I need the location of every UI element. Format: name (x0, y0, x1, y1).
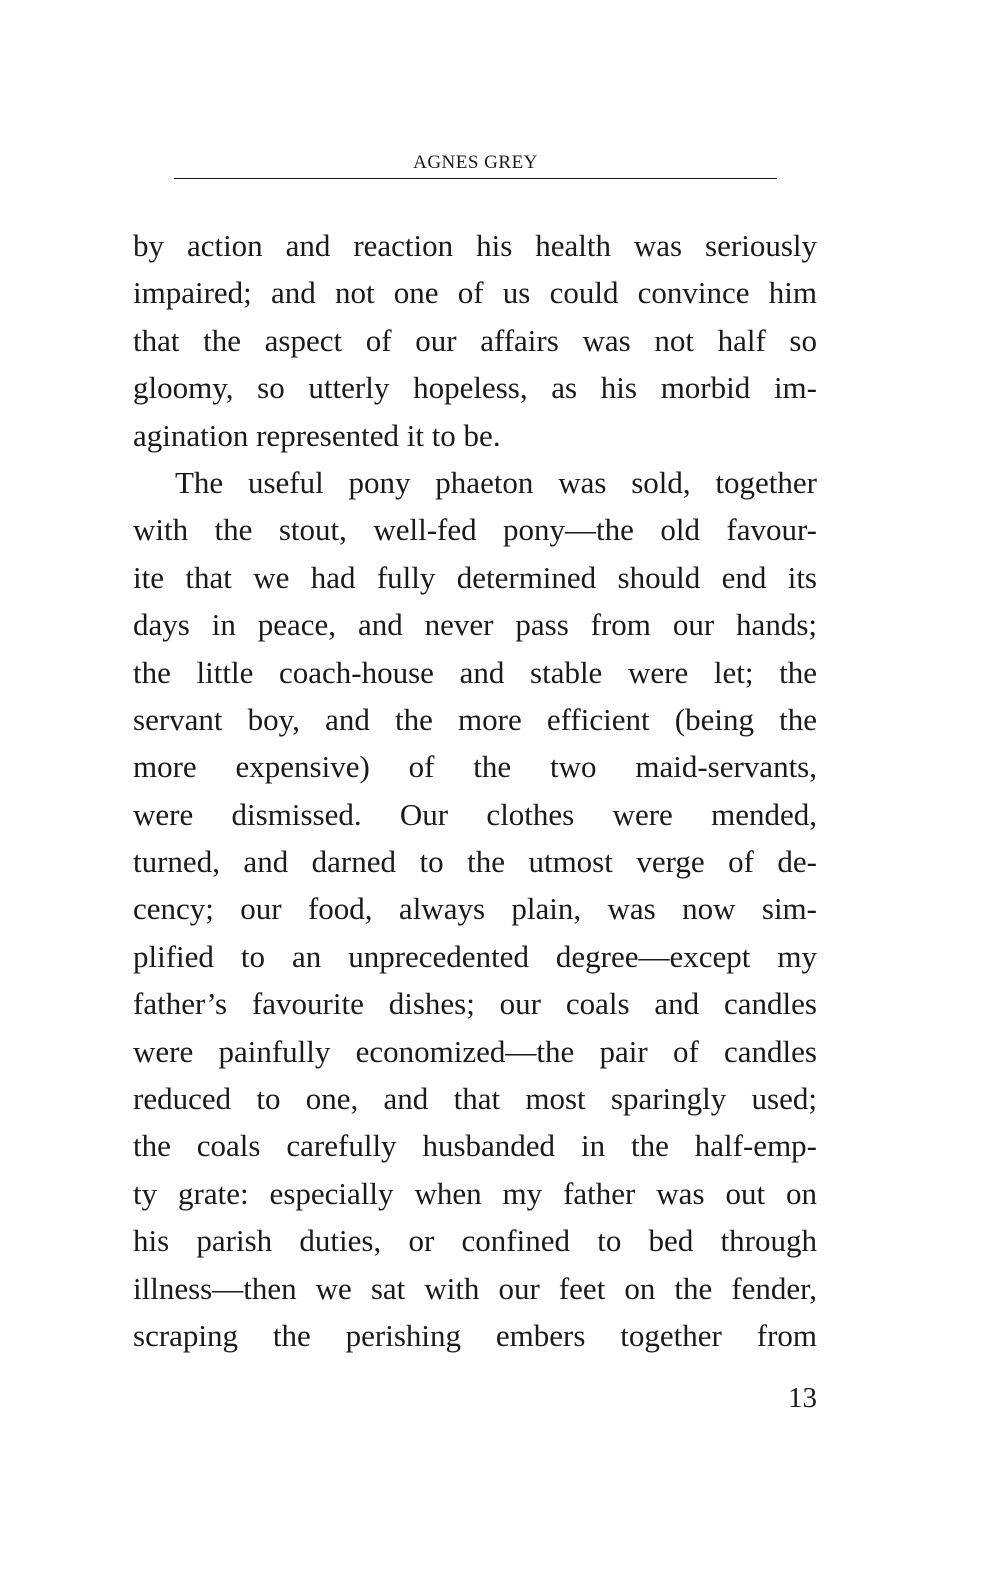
body-text (133, 222, 817, 1359)
text-line: servant boy, and the more efficient (being the (133, 701, 817, 737)
text-line: plified to an unprecedented degree—except my (133, 938, 817, 974)
text-line: cency; our food, always plain, was now sim- (133, 891, 817, 927)
text-line: agination represented it to be. (133, 417, 501, 453)
header-rule (174, 178, 777, 179)
text-line: ty grate: especially when my father was out on (133, 1175, 817, 1211)
running-head: AGNES GREY (413, 152, 538, 173)
text-line: father’s favourite dishes; our coals and candles (133, 986, 817, 1022)
text-line: by action and reaction his health was seriously (133, 228, 817, 263)
text-line: that the aspect of our affairs was not half so (133, 322, 817, 358)
text-line: gloomy, so utterly hopeless, as his morbid im- (133, 370, 817, 406)
text-line: turned, and darned to the utmost verge of de- (133, 844, 817, 880)
text-line: the little coach-house and stable were let; the (133, 654, 817, 690)
text-line: the coals carefully husbanded in the half-emp- (133, 1128, 817, 1164)
text-line: were painfully economized—the pair of candles (133, 1033, 817, 1069)
page-number: 13 (788, 1382, 817, 1414)
text-line: more expensive) of the two maid-servants, (133, 749, 817, 785)
text-line: illness—then we sat with our feet on the fender, (133, 1270, 817, 1306)
text-line: his parish duties, or confined to bed through (133, 1223, 817, 1259)
text-line: with the stout, well-fed pony—the old favour- (133, 512, 817, 548)
text-line: scraping the perishing embers together from (133, 1317, 817, 1353)
text-line: impaired; and not one of us could convince him (133, 275, 817, 311)
text-line: were dismissed. Our clothes were mended, (133, 796, 817, 832)
text-line: The useful pony phaeton was sold, together (175, 464, 817, 500)
text-line: days in peace, and never pass from our hands; (133, 607, 817, 643)
text-line: reduced to one, and that most sparingly used; (133, 1081, 817, 1117)
text-line: ite that we had fully determined should end its (133, 559, 817, 595)
